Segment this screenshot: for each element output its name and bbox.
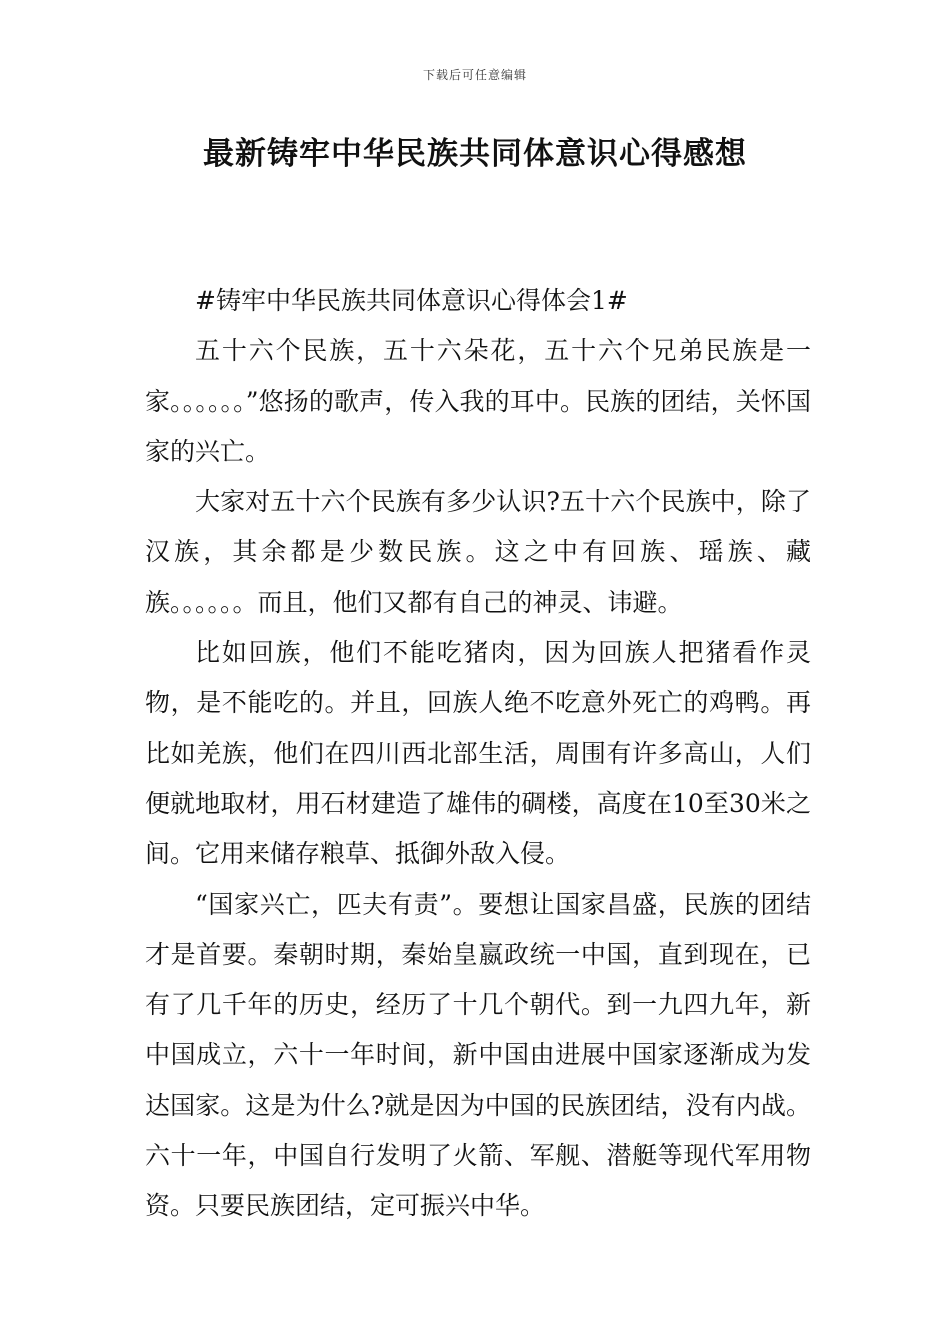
section-heading: #铸牢中华民族共同体意识心得体会1# (195, 286, 628, 315)
document-body (145, 276, 811, 1232)
document-title: 最新铸牢中华民族共同体意识心得感想 (203, 136, 747, 172)
paragraph: 五十六个民族，五十六朵花，五十六个兄弟民族是一家。。。。。。”悠扬的歌声，传入我的耳中。民族的团结，关怀国家的兴亡。 (145, 336, 811, 466)
paragraph: 比如回族，他们不能吃猪肉，因为回族人把猪看作灵物，是不能吃的。并且，回族人绝不吃意外死亡的鸡鸭。再比如羌族，他们在四川西北部生活，周围有许多高山，人们便就地取材，用石材建造了雄伟的碉楼，高度在10至30米之间。它用来储存粮草、抵御外敌入侵。 (145, 638, 811, 869)
header-note: 下载后可任意编辑 (422, 68, 527, 82)
paragraph: “国家兴亡，匹夫有责”。要想让国家昌盛，民族的团结才是首要。秦朝时期，秦始皇嬴政统一中国，直到现在，已有了几千年的历史，经历了十几个朝代。到一九四九年，新中国成立，六十一年时间，新中国由进展中国家逐渐成为发达国家。这是为什么?就是因为中国的民族团结，没有内战。六十一年，中国自行发明了火箭、军舰、潜艇等现代军用物资。只要民族团结，定可振兴中华。 (145, 889, 811, 1221)
paragraph: 大家对五十六个民族有多少认识?五十六个民族中，除了汉族，其余都是少数民族。这之中有回族、瑶族、藏族。。。。。。而且，他们又都有自己的神灵、讳避。 (145, 487, 811, 617)
